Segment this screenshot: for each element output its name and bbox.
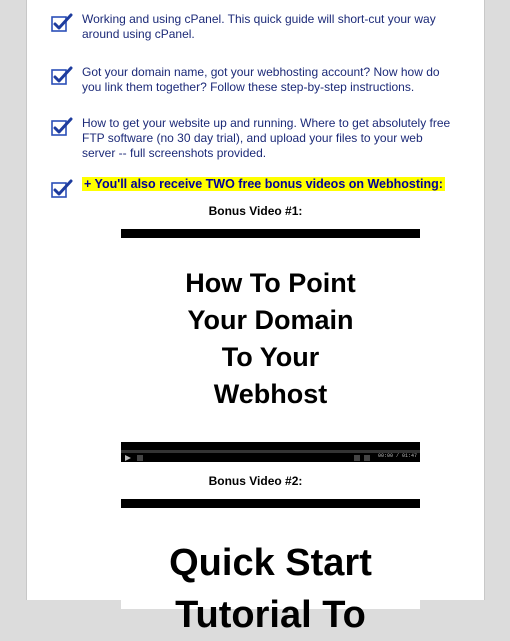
bonus-video-2-caption: Bonus Video #2: [208,474,303,488]
checkbox-checked-icon [51,13,73,33]
video-progress-track[interactable] [121,450,420,453]
bonus-video-1-player[interactable] [121,229,420,462]
fullscreen-icon[interactable] [364,455,370,461]
checkbox-checked-icon [51,179,73,199]
bonus-video-1-caption: Bonus Video #1: [208,204,303,218]
video-top-bar [121,499,420,508]
feature-item-text: How to get your website up and running. Where to get absolutely free FTP software (no 30 day trial), and upload your files to your web server -- full screenshots provided. [82,116,451,160]
video-timecode: 00:00 / 01:47 [377,453,417,459]
video-top-bar [121,229,420,238]
video-2-title: Quick Start Tutorial To [169,542,372,636]
stop-icon[interactable] [137,455,143,461]
video-controls[interactable] [121,442,420,462]
feature-item-text: Working and using cPanel. This quick guide will short-cut your way around using cPanel. [82,12,436,41]
video-1-title: How To Point Your Domain To Your Webhost [185,268,356,409]
feature-item [51,117,461,165]
feature-item [51,66,461,100]
feature-item [51,13,461,47]
play-icon[interactable] [125,455,131,461]
bonus-video-2-player[interactable] [121,499,420,636]
checkbox-checked-icon [51,66,73,86]
feature-item-text: Got your domain name, got your webhosting account? Now how do you link them together? Follow these step-by-step instructions. [82,65,440,94]
volume-icon[interactable] [354,455,360,461]
bonus-headline: + You'll also receive TWO free bonus videos on Webhosting: [84,177,443,191]
bonus-item [51,179,461,199]
page-content [26,0,485,636]
checkbox-checked-icon [51,117,73,137]
